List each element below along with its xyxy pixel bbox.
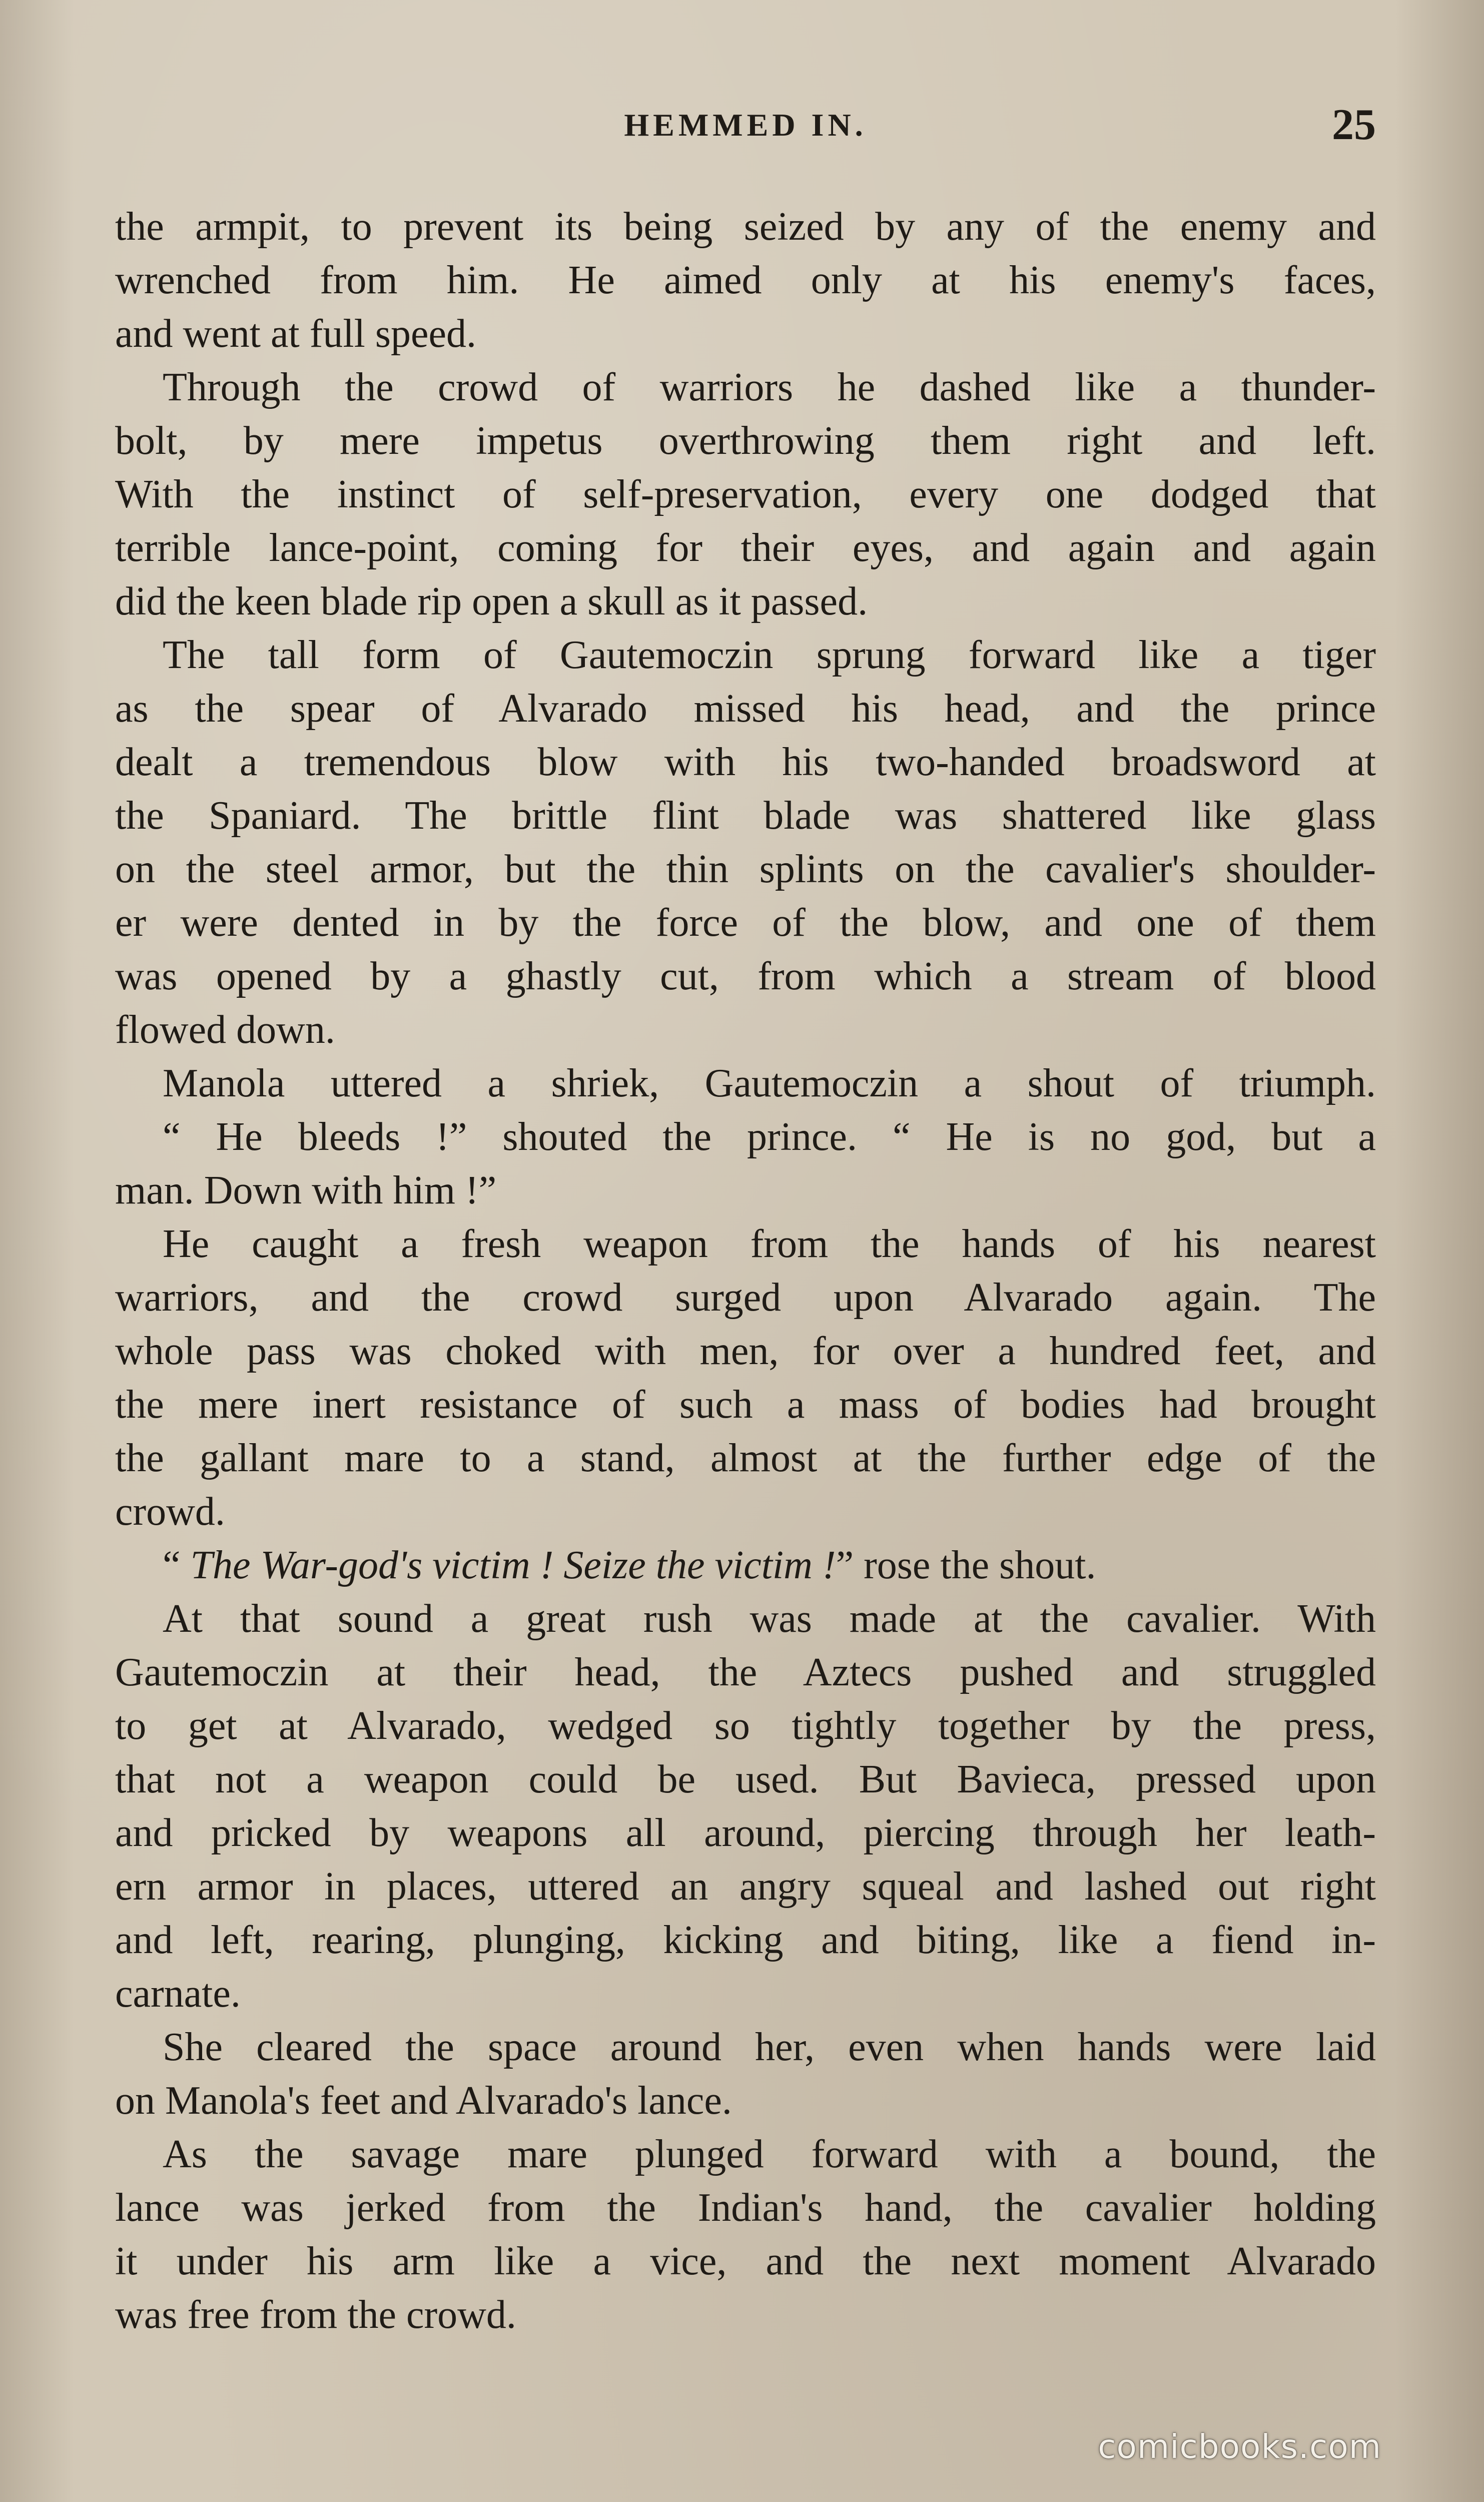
- text-line: to get at Alvarado, wedged so tightly together by the press,: [115, 1704, 1376, 1748]
- italic-phrase: The War-god's victim !: [190, 1543, 554, 1587]
- text-line: the Spaniard. The brittle flint blade was shattered like glass: [115, 794, 1376, 838]
- text-line: and pricked by weapons all around, piercing through her leath-: [115, 1811, 1376, 1855]
- text-line: the mere inert resistance of such a mass of bodies had brought: [115, 1383, 1376, 1427]
- text-line: With the instinct of self-preservation, every one dodged that: [115, 472, 1376, 516]
- watermark: comicbooks.com: [1098, 2427, 1381, 2466]
- text-line: was free from the crowd.: [115, 2293, 516, 2337]
- text-line: man. Down with him !”: [115, 1168, 497, 1212]
- text-line: the armpit, to prevent its being seized by any of the enemy and: [115, 205, 1376, 249]
- text-line: At that sound a great rush was made at the cavalier. With: [163, 1597, 1376, 1641]
- text-line: wrenched from him. He aimed only at his enemy's faces,: [115, 258, 1376, 302]
- text-line: carnate.: [115, 1972, 241, 2016]
- shout-line: [115, 1539, 1376, 1592]
- shout-close: ” rose the shout.: [836, 1543, 1096, 1587]
- text-line: er were dented in by the force of the blow, and one of them: [115, 901, 1376, 945]
- text-line: Through the crowd of warriors he dashed like a thunder-: [163, 365, 1376, 409]
- text-line: flowed down.: [115, 1008, 335, 1052]
- running-head: HEMMED IN.: [624, 107, 867, 143]
- page-header: [115, 103, 1376, 158]
- text-line: The tall form of Gautemoczin sprung forward like a tiger: [163, 633, 1376, 677]
- text-line: on the steel armor, but the thin splints on the cavalier's shoulder-: [115, 847, 1376, 891]
- text-line: ern armor in places, uttered an angry squeal and lashed out right: [115, 1864, 1376, 1909]
- text-line: dealt a tremendous blow with his two-handed broadsword at: [115, 740, 1376, 784]
- text-line: He caught a fresh weapon from the hands of his nearest: [163, 1222, 1376, 1266]
- text-line: the gallant mare to a stand, almost at the further edge of the: [115, 1436, 1376, 1480]
- text-line: and went at full speed.: [115, 312, 476, 356]
- text-line: it under his arm like a vice, and the next moment Alvarado: [115, 2239, 1376, 2283]
- text-line: that not a weapon could be used. But Bavieca, pressed upon: [115, 1757, 1376, 1801]
- text-line: lance was jerked from the Indian's hand, the cavalier holding: [115, 2186, 1376, 2230]
- text-line: warriors, and the crowd surged upon Alvarado again. The: [115, 1276, 1376, 1320]
- text-line: As the savage mare plunged forward with a bound, the: [163, 2132, 1376, 2176]
- text-line: “ He bleeds !” shouted the prince. “ He is no god, but a: [163, 1115, 1376, 1159]
- body-text: [115, 200, 1376, 2342]
- text-line: and left, rearing, plunging, kicking and biting, like a fiend in-: [115, 1918, 1376, 1962]
- text-line: was opened by a ghastly cut, from which a stream of blood: [115, 954, 1376, 998]
- open-quote: “: [163, 1543, 181, 1587]
- text-line: as the spear of Alvarado missed his head, and the prince: [115, 687, 1376, 731]
- page-number: 25: [1332, 101, 1376, 149]
- text-line: on Manola's feet and Alvarado's lance.: [115, 2079, 732, 2123]
- text-line: Manola uttered a shriek, Gautemoczin a shout of triumph.: [163, 1061, 1376, 1105]
- text-line: terrible lance-point, coming for their eyes, and again and again: [115, 526, 1376, 570]
- text-line: did the keen blade rip open a skull as it passed.: [115, 579, 868, 623]
- text-line: bolt, by mere impetus overthrowing them right and left.: [115, 419, 1376, 463]
- text-line: She cleared the space around her, even when hands were laid: [163, 2025, 1376, 2069]
- text-line: Gautemoczin at their head, the Aztecs pushed and struggled: [115, 1650, 1376, 1694]
- text-line: crowd.: [115, 1490, 225, 1534]
- text-line: whole pass was choked with men, for over a hundred feet, and: [115, 1329, 1376, 1373]
- italic-phrase: Seize the victim !: [563, 1543, 836, 1587]
